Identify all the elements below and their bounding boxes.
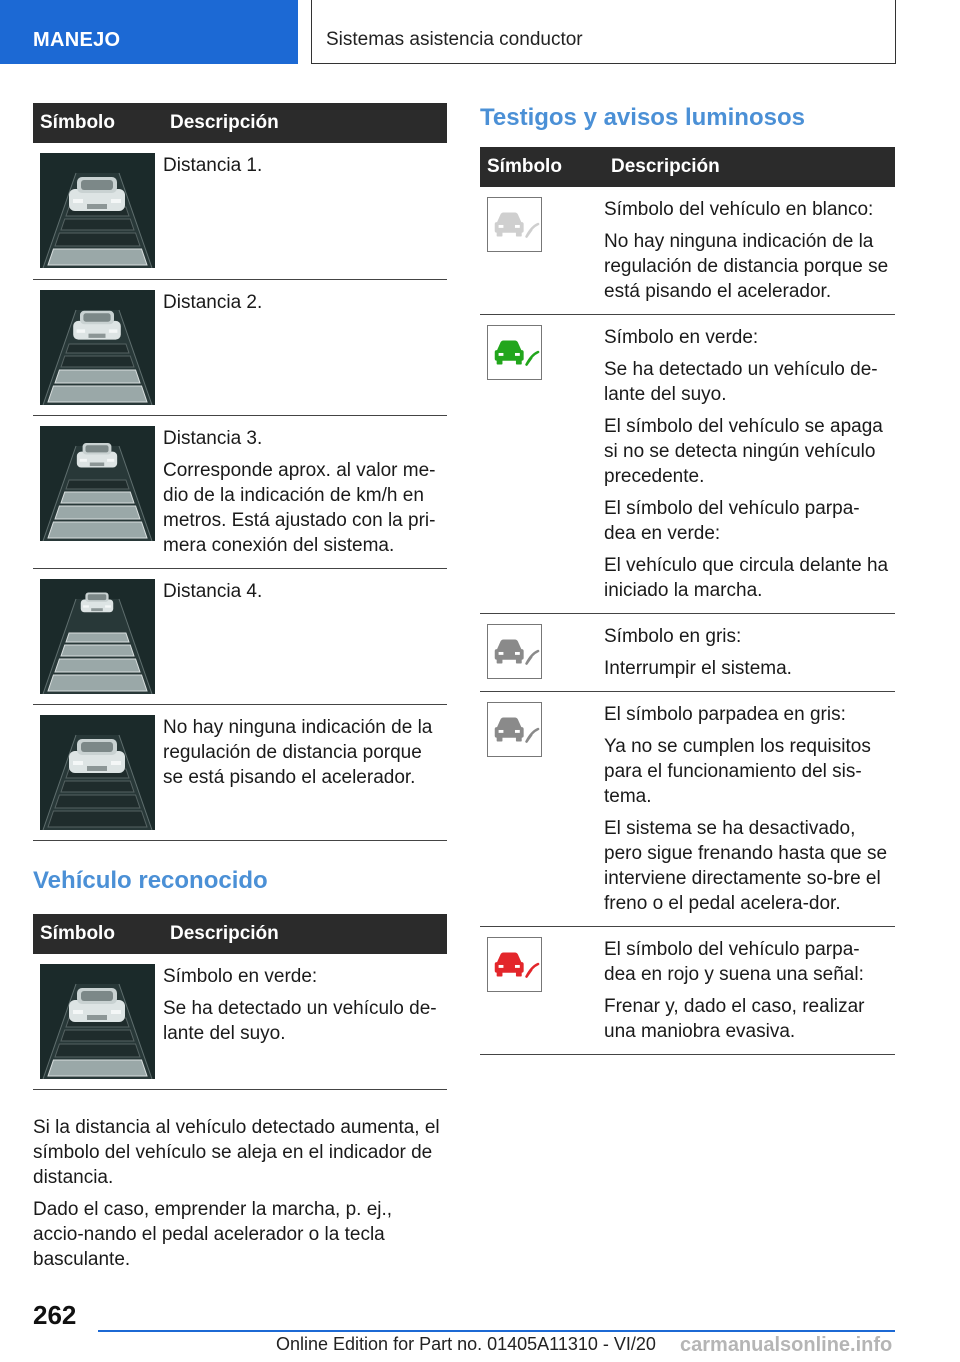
- vehicle-detected-heading: Vehículo reconocido: [33, 866, 268, 894]
- body-paragraph: Dado el caso, emprender la marcha, p. ej., accio-nando el pedal acelerador o la tecla basculante.: [33, 1199, 393, 1270]
- symbol-cell: [33, 143, 163, 279]
- description-cell: [163, 954, 447, 1090]
- table-row: [480, 187, 895, 315]
- footer-rule: [98, 1330, 895, 1332]
- header-section-tab: [0, 0, 298, 64]
- chapter-title: Sistemas asistencia conductor: [326, 29, 583, 50]
- description-text: El símbolo del vehículo parpa-dea en verde:: [604, 498, 860, 544]
- symbol-cell: [480, 692, 604, 927]
- description-text: Corresponde aprox. al valor me-dio de la indicación de km/h en metros. Está ajustado con la pri-mera conexión del sistema.: [163, 459, 436, 556]
- description-text: Frenar y, dado el caso, realizar una maniobra evasiva.: [604, 996, 865, 1042]
- vehicle-gray-icon: [487, 624, 542, 679]
- col-header-description: Descripción: [163, 103, 447, 143]
- vehicle-detected-icon: [40, 964, 155, 1079]
- distance-table: [33, 103, 447, 841]
- description-cell: [163, 143, 447, 279]
- symbol-cell: [33, 279, 163, 415]
- page-number: 262: [33, 1300, 77, 1330]
- distance-4-icon: [40, 579, 155, 694]
- footer-edition: Online Edition for Part no. 01405A11310 - VI/20: [276, 1334, 656, 1354]
- description-text: Interrumpir el sistema.: [604, 658, 792, 679]
- description-text: Símbolo del vehículo en blanco:: [604, 199, 874, 220]
- table-row: [33, 568, 447, 704]
- right-column: [480, 96, 895, 1055]
- symbol-cell: [33, 415, 163, 568]
- description-text: No hay ninguna indicación de la regulación de distancia porque se está pisando el acelerador.: [604, 231, 889, 302]
- col-header-description: Descripción: [604, 147, 895, 187]
- symbol-cell: [480, 927, 604, 1055]
- col-header-symbol: Símbolo: [480, 147, 604, 187]
- symbol-cell: [33, 568, 163, 704]
- description-text: No hay ninguna indicación de la regulación de distancia porque se está pisando el acelerador.: [163, 716, 433, 788]
- description-text: El vehículo que circula delante ha iniciado la marcha.: [604, 555, 889, 601]
- symbol-cell: [33, 704, 163, 840]
- vehicle-white-icon: [487, 197, 542, 252]
- description-cell: [163, 568, 447, 704]
- table-row: [480, 692, 895, 927]
- description-text: El símbolo del vehículo parpa-dea en rojo y suena una señal:: [604, 939, 864, 985]
- description-text: Símbolo en verde:: [163, 965, 318, 987]
- symbol-cell: [33, 954, 163, 1090]
- table-row: [480, 614, 895, 692]
- vehicle-detected-table: [33, 914, 447, 1091]
- description-text: Distancia 4.: [163, 580, 263, 602]
- description-text: Símbolo en verde:: [604, 327, 759, 348]
- distance-3-icon: [40, 426, 155, 541]
- description-cell: [163, 415, 447, 568]
- distance-1-icon: [40, 153, 155, 268]
- section-title: MANEJO: [33, 29, 121, 51]
- vehicle-red-icon: [487, 937, 542, 992]
- warning-lights-heading: Testigos y avisos luminosos: [480, 104, 805, 131]
- table-row: [33, 415, 447, 568]
- description-text: Distancia 3.: [163, 427, 263, 449]
- distance-off-icon: [40, 715, 155, 830]
- table-row: [480, 927, 895, 1055]
- description-cell: [604, 927, 895, 1055]
- table-row: [480, 315, 895, 614]
- description-cell: [604, 692, 895, 927]
- description-cell: [604, 187, 895, 315]
- description-cell: [163, 279, 447, 415]
- description-cell: [163, 704, 447, 840]
- description-cell: [604, 614, 895, 692]
- col-header-symbol: Símbolo: [33, 103, 163, 143]
- description-text: Distancia 2.: [163, 291, 263, 313]
- description-text: El símbolo parpadea en gris:: [604, 704, 846, 725]
- vehicle-gray-blink-icon: [487, 702, 542, 757]
- header-chapter-box: [311, 0, 896, 64]
- warning-lights-table: [480, 147, 895, 1055]
- table-row: [33, 143, 447, 279]
- table-row: [33, 704, 447, 840]
- symbol-cell: [480, 614, 604, 692]
- symbol-cell: [480, 187, 604, 315]
- vehicle-green-icon: [487, 325, 542, 380]
- description-text: El sistema se ha desactivado, pero sigue frenando hasta que se interviene directamente so-bre el freno o el pedal acelera-dor.: [604, 818, 888, 914]
- table-row: [33, 279, 447, 415]
- col-header-symbol: Símbolo: [33, 914, 163, 954]
- body-paragraph: Si la distancia al vehículo detectado aumenta, el símbolo del vehículo se aleja en el indicador de distancia.: [33, 1117, 440, 1188]
- symbol-cell: [480, 315, 604, 614]
- description-text: Distancia 1.: [163, 155, 263, 176]
- left-column: [33, 103, 447, 1279]
- description-text: Se ha detectado un vehículo de-lante del suyo.: [163, 997, 437, 1044]
- description-text: Símbolo en gris:: [604, 626, 742, 647]
- watermark-logo: carmanualsonline.info: [680, 1334, 893, 1356]
- distance-2-icon: [40, 290, 155, 405]
- vehicle-detected-text: [33, 1115, 447, 1272]
- description-cell: [604, 315, 895, 614]
- description-text: El símbolo del vehículo se apaga si no se detecta ningún vehículo precedente.: [604, 416, 883, 487]
- table-row: [33, 954, 447, 1090]
- description-text: Ya no se cumplen los requisitos para el funcionamiento del sis-tema.: [604, 736, 871, 807]
- description-text: Se ha detectado un vehículo de-lante del suyo.: [604, 359, 878, 405]
- col-header-description: Descripción: [163, 914, 447, 954]
